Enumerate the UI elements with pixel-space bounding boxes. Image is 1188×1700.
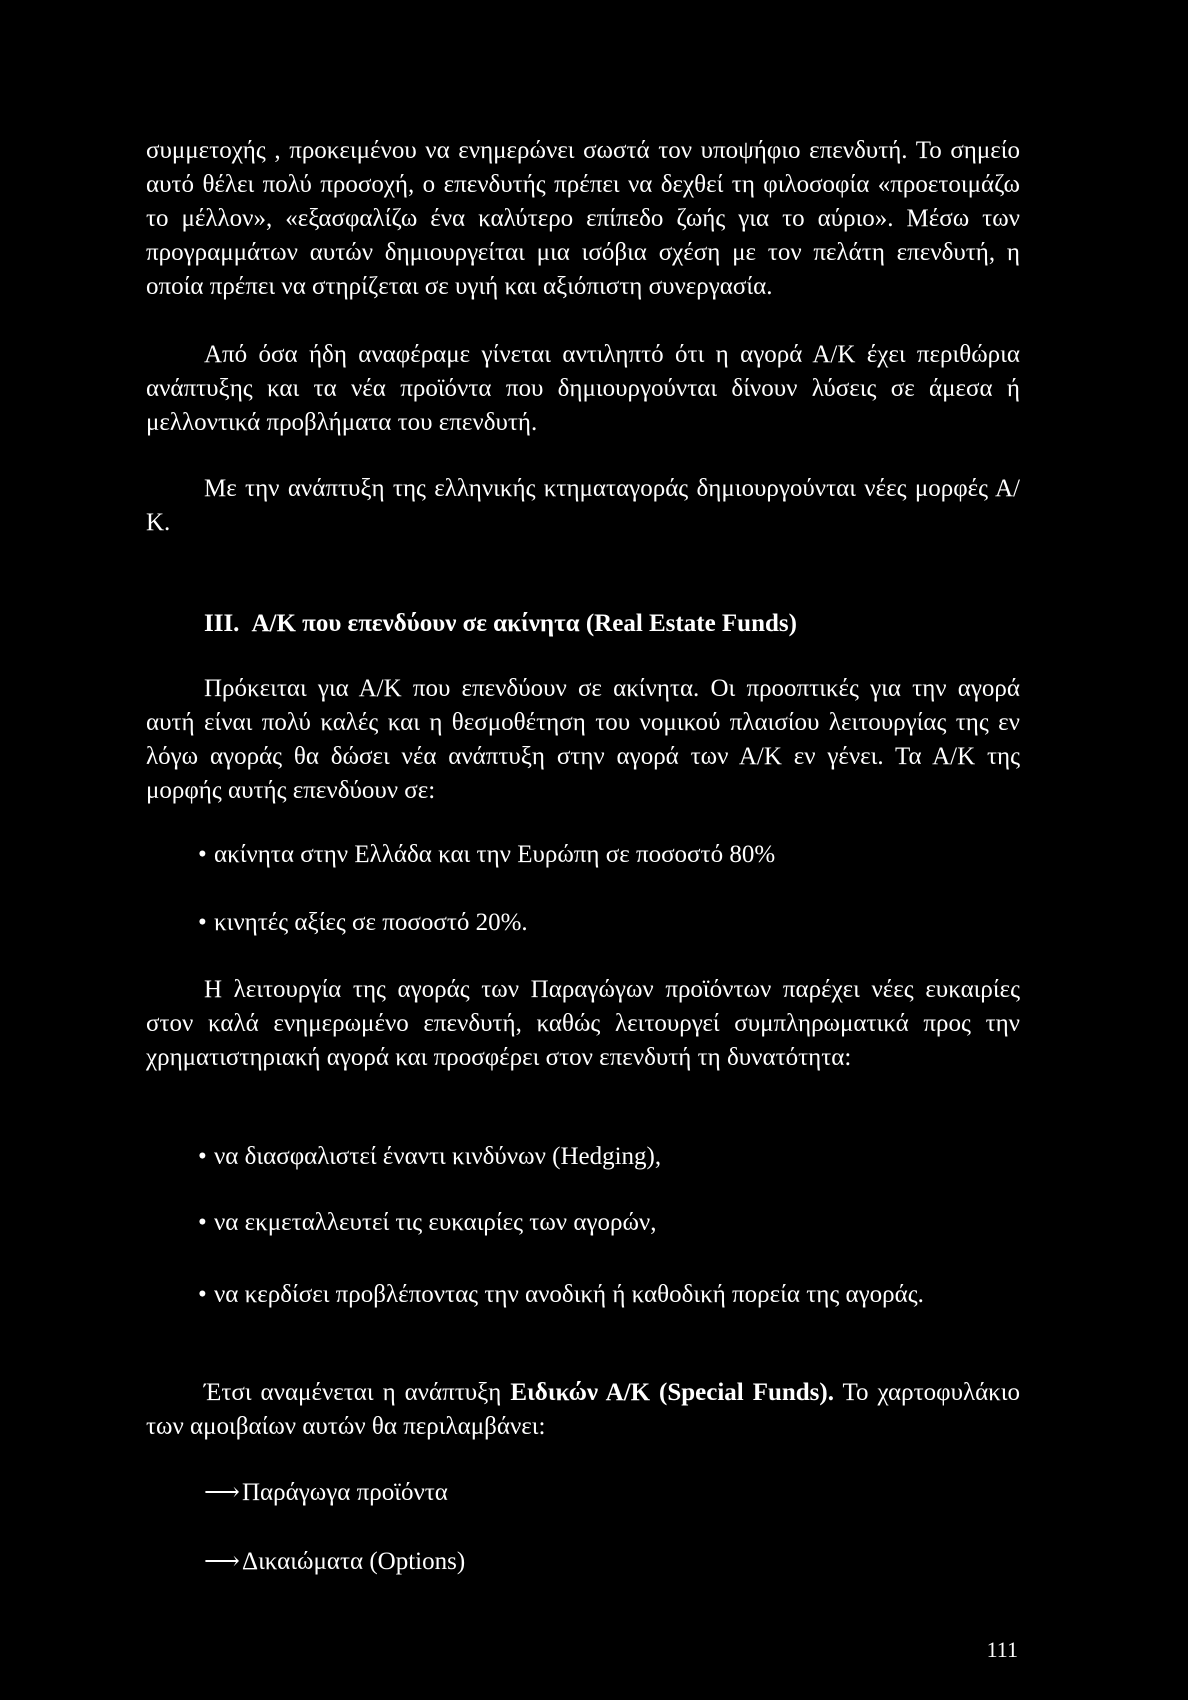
section-title: Α/Κ που επενδύουν σε ακίνητα (Real Estate Funds) bbox=[251, 610, 797, 637]
bullet-icon: • bbox=[198, 1281, 207, 1308]
list-item: ⟶Παράγωγα προϊόντα bbox=[204, 1476, 448, 1510]
paragraph-4: Πρόκειται για Α/Κ που επενδύουν σε ακίνητα. Οι προοπτικές για την αγορά αυτή είναι πολύ καλές και η θεσμοθέτηση του νομικού πλαισίου λειτουργίας της εν λόγω αγοράς θα δώσει νέα ανάπτυξη στην αγορά των Α/Κ εν γένει. Τα Α/Κ της μορφής αυτής επενδύουν σε: bbox=[146, 675, 1020, 804]
arrow-right-icon: ⟶ bbox=[204, 1548, 240, 1575]
arrow-right-icon: ⟶ bbox=[204, 1479, 240, 1506]
special-funds-term: Ειδικών Α/Κ (Special Funds). bbox=[510, 1379, 834, 1406]
list-item: • να διασφαλιστεί έναντι κινδύνων (Hedging), bbox=[198, 1140, 1020, 1174]
paragraph-1: συμμετοχής , προκειμένου να ενημερώνει σωστά τον υποψήφιο επενδυτή. Το σημείο αυτό θέλει πολύ προσοχή, ο επενδυτής πρέπει να δεχθεί τη φιλοσοφία «προετοιμάζω το μέλλον», «εξασφαλίζω ένα καλύτερο επίπεδο ζωής για το αύριο». Μέσω των προγραμμάτων αυτών δημιουργείται μια ισόβια σχέση με τον πελάτη επενδυτή, η οποία πρέπει να στηρίζεται σε υγιή και αξιόπιστη συνεργασία. bbox=[146, 137, 1020, 300]
bullet-icon: • bbox=[198, 1143, 207, 1170]
bullet-icon: • bbox=[198, 1209, 207, 1236]
bullet-icon: • bbox=[198, 909, 207, 936]
list-item: • να εκμεταλλευτεί τις ευκαιρίες των αγορών, bbox=[198, 1206, 1020, 1240]
section-heading bbox=[204, 607, 797, 641]
section-number: III. bbox=[204, 610, 240, 637]
list-item: • κινητές αξίες σε ποσοστό 20%. bbox=[198, 906, 1020, 940]
paragraph-3: Με την ανάπτυξη της ελληνικής κτηματαγοράς δημιουργούνται νέες μορφές Α/Κ. bbox=[146, 475, 1020, 536]
list-item: ⟶Δικαιώματα (Options) bbox=[204, 1545, 465, 1579]
list-item: • ακίνητα στην Ελλάδα και την Ευρώπη σε ποσοστό 80% bbox=[198, 838, 1020, 872]
paragraph-5: Η λειτουργία της αγοράς των Παραγώγων προϊόντων παρέχει νέες ευκαιρίες στον καλά ενημερωμένο επενδυτή, καθώς λειτουργεί συμπληρωματικά προς την χρηματιστηριακή αγορά και προσφέρει στον επενδυτή τη δυνατότητα: bbox=[146, 976, 1020, 1071]
paragraph-2: Από όσα ήδη αναφέραμε γίνεται αντιληπτό ότι η αγορά Α/Κ έχει περιθώρια ανάπτυξης και τα νέα προϊόντα που δημιουργούνται δίνουν λύσεις σε άμεσα ή μελλοντικά προβλήματα του επενδυτή. bbox=[146, 341, 1020, 436]
list-item: • να κερδίσει προβλέποντας την ανοδική ή καθοδική πορεία της αγοράς. bbox=[198, 1278, 1020, 1312]
bullet-icon: • bbox=[198, 841, 207, 868]
paragraph-6: Έτσι αναμένεται η ανάπτυξη Ειδικών Α/Κ (Special Funds). Το χαρτοφυλάκιο των αμοιβαίων αυτών θα περιλαμβάνει: bbox=[146, 1379, 1020, 1440]
page-number: 111 bbox=[986, 1637, 1018, 1662]
